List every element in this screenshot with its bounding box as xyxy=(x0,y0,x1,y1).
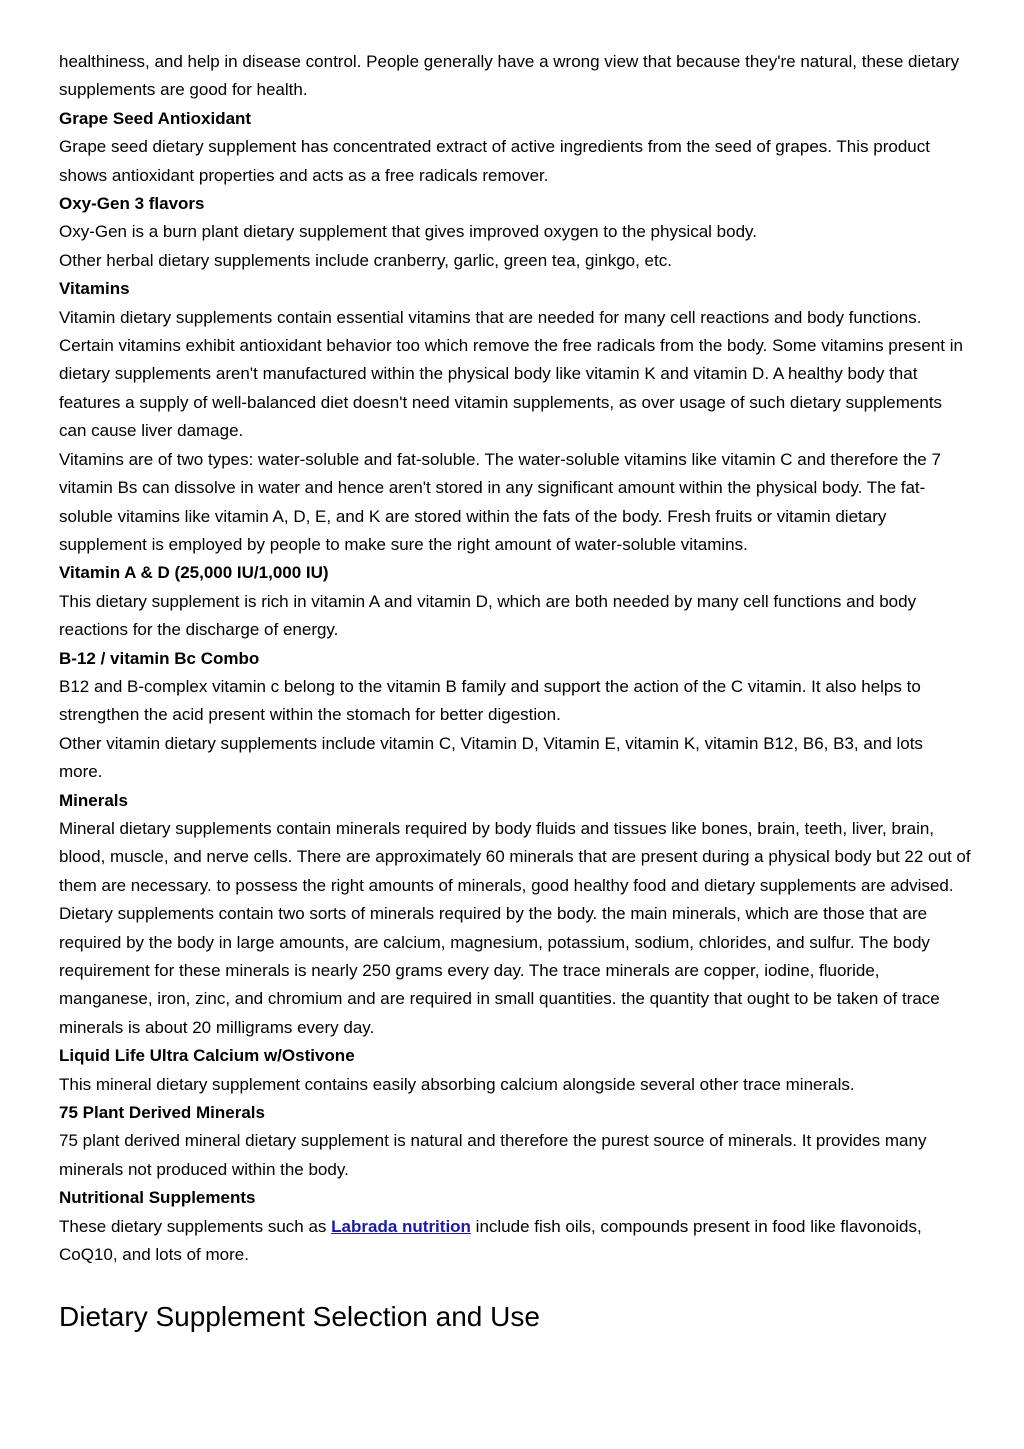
heading-vitamins: Vitamins xyxy=(59,279,130,299)
paragraph-nutritional-text-before: These dietary supplements such as xyxy=(59,1216,332,1236)
paragraph-nutritional-text-after: include fish oils, compounds present in food like flavonoids, CoQ10, and lots of more. xyxy=(59,1216,922,1265)
heading-b12: B-12 / vitamin Bc Combo xyxy=(59,648,260,668)
paragraph-minerals-1: Mineral dietary supplements contain minerals required by body fluids and tissues like bones, brain, teeth, liver, brain, blood, muscle, and nerve cells. There are approximately 60 minerals that are present during a physical body but 22 out of them are necessary. to possess the right amounts of minerals, good healthy food and dietary supplements are advised. xyxy=(59,818,971,895)
paragraph-vitamins-2: Vitamins are of two types: water-soluble and fat-soluble. The water-soluble vitamins like vitamin C and therefore the 7 vitamin Bs can dissolve in water and hence aren't stored in any significant amount within the physical body. The fat-soluble vitamins like vitamin A, D, E, and K are stored within the fats of the body. Fresh fruits or vitamin dietary supplement is employed by people to make sure the right amount of water-soluble vitamins. xyxy=(59,449,941,554)
paragraph-other-herbal: Other herbal dietary supplements include cranberry, garlic, green tea, ginkgo, etc. xyxy=(59,250,672,270)
paragraph-grape-seed: Grape seed dietary supplement has concentrated extract of active ingredients from the seed of grapes. This product shows antioxidant properties and acts as a free radicals remover. xyxy=(59,137,930,185)
heading-minerals: Minerals xyxy=(59,790,128,810)
heading-nutritional: Nutritional Supplements xyxy=(59,1188,256,1208)
paragraph-vitamin-ad: This dietary supplement is rich in vitamin A and vitamin D, which are both needed by many cell functions and body reactions for the discharge of energy. xyxy=(59,591,917,640)
document-page xyxy=(59,48,971,1334)
heading-plant-minerals: 75 Plant Derived Minerals xyxy=(59,1103,265,1123)
paragraph-minerals-2: Dietary supplements contain two sorts of minerals required by the body. the main minerals, which are those that are required by the body in large amounts, are calcium, magnesium, potassium, sodium, chlorides, and sulfur. The body requirement for these minerals is nearly 250 grams every day. The trace minerals are copper, iodine, fluoride, manganese, iron, zinc, and chromium and are required in small quantities. the quantity that ought to be taken of trace minerals is about 20 milligrams every day. xyxy=(59,904,940,1037)
paragraph-b12: B12 and B-complex vitamin c belong to the vitamin B family and support the action of the C vitamin. It also helps to strengthen the acid present within the stomach for better digestion. xyxy=(59,676,921,725)
paragraph-oxy-gen: Oxy-Gen is a burn plant dietary supplement that gives improved oxygen to the physical body. xyxy=(59,222,758,242)
paragraph-plant-minerals: 75 plant derived mineral dietary supplement is natural and therefore the purest source of minerals. It provides many minerals not produced within the body. xyxy=(59,1131,927,1179)
paragraph-liquid-life: This mineral dietary supplement contains easily absorbing calcium alongside several other trace minerals. xyxy=(59,1074,855,1094)
heading-vitamin-ad: Vitamin A & D (25,000 IU/1,000 IU) xyxy=(59,563,329,583)
paragraph-intro: healthiness, and help in disease control. People generally have a wrong view that because they're natural, these dietary supplements are good for health. xyxy=(59,52,960,100)
heading-liquid-life: Liquid Life Ultra Calcium w/Ostivone xyxy=(59,1046,355,1066)
section-title: Dietary Supplement Selection and Use xyxy=(59,1301,540,1333)
paragraph-other-vitamin: Other vitamin dietary supplements include vitamin C, Vitamin D, Vitamin E, vitamin K, vitamin B12, B6, B3, and lots more. xyxy=(59,733,923,782)
paragraph-nutritional xyxy=(59,1213,971,1270)
heading-oxy-gen: Oxy-Gen 3 flavors xyxy=(59,194,205,214)
heading-grape-seed: Grape Seed Antioxidant xyxy=(59,108,252,128)
paragraph-vitamins-1: Vitamin dietary supplements contain essential vitamins that are needed for many cell reactions and body functions. Certain vitamins exhibit antioxidant behavior too which remove the free radicals from the body. Some vitamins present in dietary supplements aren't manufactured within the physical body like vitamin K and vitamin D. A healthy body that features a supply of well-balanced diet doesn't need vitamin supplements, as over usage of such dietary supplements can cause liver damage. xyxy=(59,307,963,441)
labrada-nutrition-link[interactable]: Labrada nutrition xyxy=(331,1216,471,1236)
